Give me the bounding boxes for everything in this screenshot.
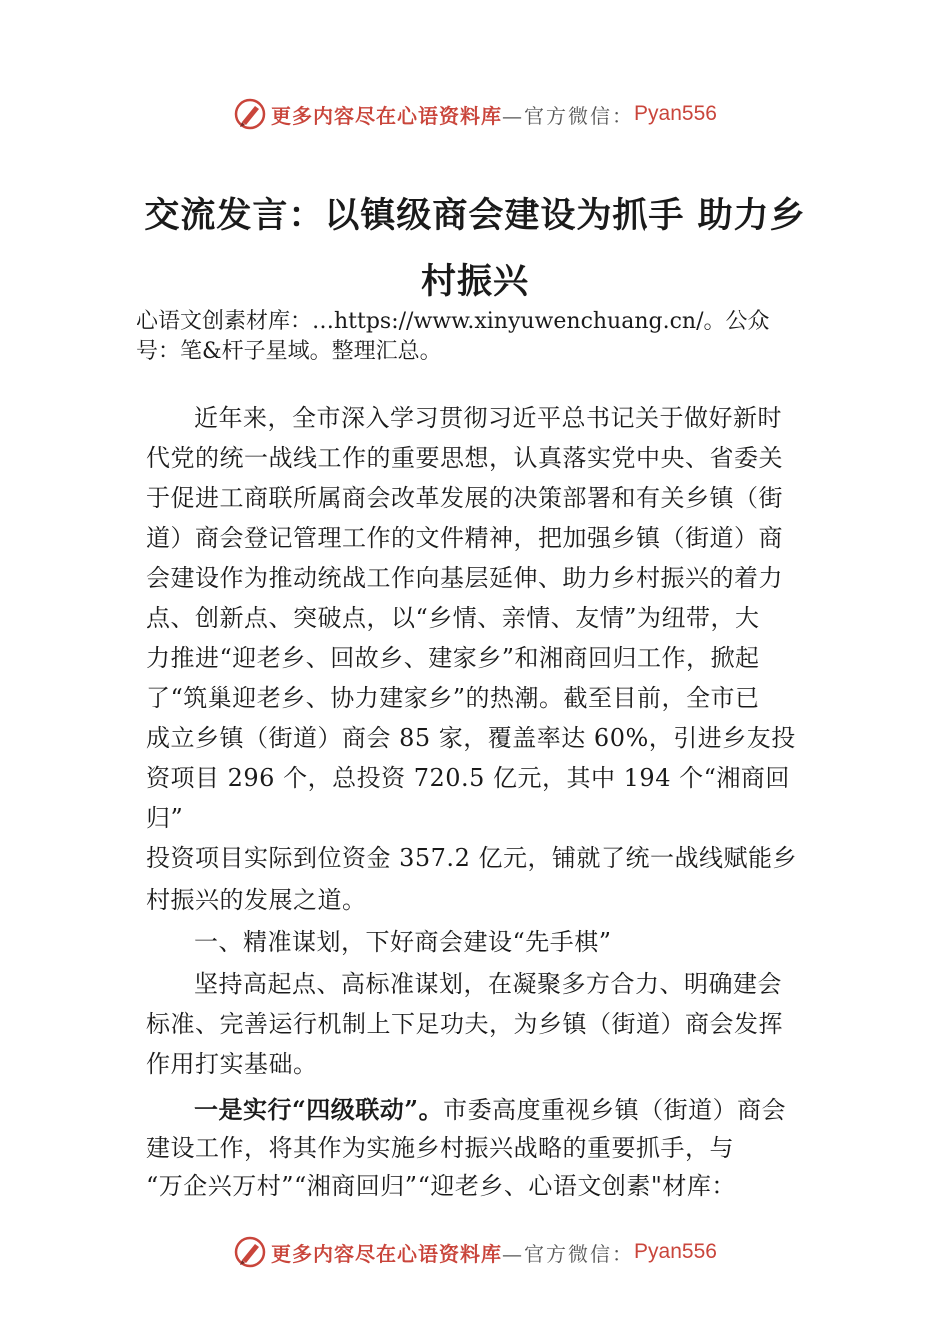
paragraph-1-line: 点、创新点、突破点，以“乡情、亲情、友情”为纽带，大 — [146, 604, 760, 632]
pen-seal-icon — [233, 97, 267, 131]
paragraph-1-line: 村振兴的发展之道。 — [146, 886, 367, 914]
paragraph-1-line: 力推进“迎老乡、回故乡、建家乡”和湘商回归工作，掀起 — [146, 644, 760, 672]
banner-wechat-label: —官方微信： — [502, 103, 635, 128]
paragraph-2-line: 坚持高起点、高标准谋划，在凝聚多方合力、明确建会 — [194, 970, 782, 998]
paragraph-1-line: 代党的统一战线工作的重要思想，认真落实党中央、省委关 — [146, 444, 783, 472]
paragraph-3-text: 市委高度重视乡镇（街道）商会 — [443, 1096, 787, 1124]
page-title-line-2: 村振兴 — [420, 261, 529, 302]
banner-wechat-id: Pyan556 — [634, 1240, 717, 1263]
pen-seal-icon — [233, 1235, 267, 1269]
paragraph-3-line — [194, 1090, 786, 1125]
paragraph-1-line: 了“筑巢迎老乡、协力建家乡”的热潮。截至目前，全市已 — [146, 684, 760, 712]
footer-banner — [0, 1232, 950, 1272]
paragraph-3-line: 建设工作，将其作为实施乡村振兴战略的重要抓手，与 — [146, 1134, 734, 1162]
section-heading: 一、精准谋划，下好商会建设“先手棋” — [194, 928, 612, 956]
paragraph-1-line: 道）商会登记管理工作的文件精神，把加强乡镇（街道）商 — [146, 524, 783, 552]
page-title-line-1: 交流发言：以镇级商会建设为抓手 助力乡 — [144, 195, 806, 236]
paragraph-1-line: 归” — [146, 804, 184, 832]
paragraph-3-line: “万企兴万村”“湘商回归”“迎老乡、心语文创素"材库： — [146, 1172, 736, 1200]
paragraph-1-line: 资项目 296 个，总投资 720.5 亿元，其中 194 个“湘商回 — [146, 764, 790, 792]
paragraph-3-lead: 一是实行“四级联动”。 — [194, 1095, 444, 1124]
paragraph-1-line: 会建设作为推动统战工作向基层延伸、助力乡村振兴的着力 — [146, 564, 783, 592]
header-banner — [0, 94, 950, 134]
banner-text: 更多内容尽在心语资料库 — [271, 103, 503, 128]
paragraph-1-line: 成立乡镇（街道）商会 85 家，覆盖率达 60%，引进乡友投 — [146, 724, 796, 752]
banner-wechat-label: —官方微信： — [502, 1241, 635, 1266]
paragraph-1-line: 于促进工商联所属商会改革发展的决策部署和有关乡镇（街 — [146, 484, 783, 512]
banner-wechat-id: Pyan556 — [634, 102, 717, 125]
paragraph-2-line: 标准、完善运行机制上下足功夫，为乡镇（街道）商会发挥 — [146, 1010, 783, 1038]
paragraph-2-line: 作用打实基础。 — [146, 1050, 318, 1078]
banner-text: 更多内容尽在心语资料库 — [271, 1241, 503, 1266]
paragraph-1-line: 近年来，全市深入学习贯彻习近平总书记关于做好新时 — [194, 404, 782, 432]
paragraph-1-line: 投资项目实际到位资金 357.2 亿元，铺就了统一战线赋能乡 — [146, 844, 797, 872]
source-line-1: 心语文创素材库：…https://www.xinyuwenchuang.cn/。公众 — [136, 309, 770, 334]
source-line-2: 号：笔&杆子星域。整理汇总。 — [136, 339, 442, 364]
